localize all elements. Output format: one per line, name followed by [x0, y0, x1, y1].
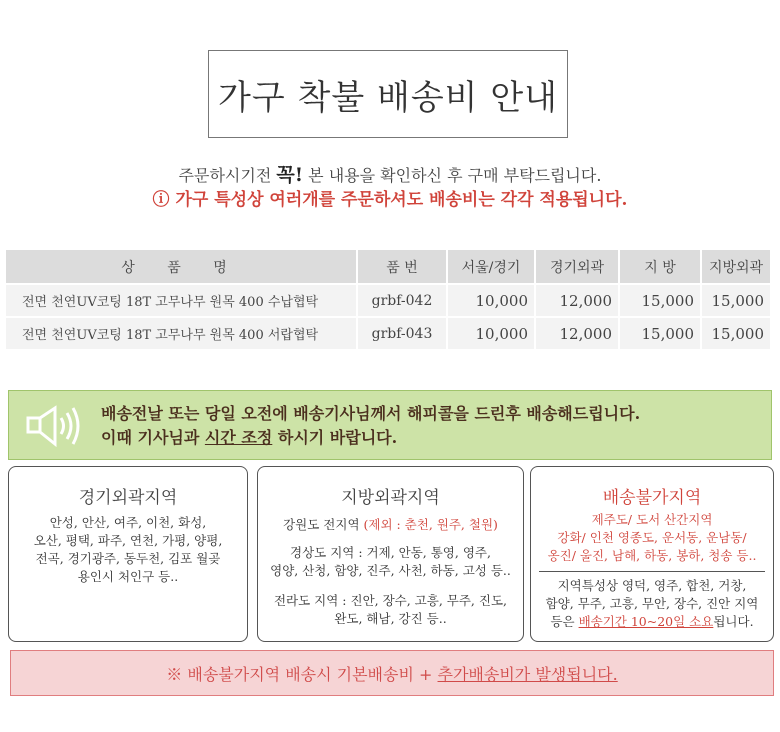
fee-provincial: 15,000 [619, 317, 701, 349]
product-name: 전면 천연UV코팅 18T 고무나무 원목 400 수납협탁 [6, 284, 357, 317]
product-code: grbf-042 [357, 284, 447, 317]
delivery-call-notice [8, 390, 772, 460]
region-line: 지역특성상 영덕, 영주, 합천, 거창, [557, 578, 747, 593]
fee-gyeonggi-outer: 12,000 [535, 317, 619, 349]
order-notice [0, 160, 780, 187]
period-post: 됩니다. [713, 614, 754, 629]
provincial-outer-region-box [257, 466, 524, 642]
unavailable-list [531, 511, 773, 565]
gyeonggi-outer-region-box [8, 466, 248, 642]
delivery-call-text [101, 402, 640, 450]
region-line: 함양, 무주, 고흥, 무안, 장수, 진안 지역 [545, 596, 759, 611]
delivery-line-2-pre: 이때 기사님과 [101, 428, 205, 447]
notice-post: 본 내용을 확인하신 후 구매 부탁드립니다. [303, 166, 602, 185]
region-line: 오산, 평택, 파주, 연천, 가평, 양평, [33, 533, 223, 548]
region-title: 지방외곽지역 [341, 488, 440, 508]
table-row [6, 317, 771, 349]
notice-emphasis: 꼭! [276, 164, 304, 186]
gangwon-label: 강원도 전지역 [283, 517, 364, 532]
header-provincial: 지 방 [619, 250, 701, 284]
header-product-code: 품 번 [357, 250, 447, 284]
delivery-period: 배송기간 10~20일 소요 [578, 614, 714, 629]
product-code: grbf-043 [357, 317, 447, 349]
fee-seoul: 10,000 [447, 284, 535, 317]
extra-fee-underlined: 추가배송비가 발생됩니다. [437, 664, 618, 684]
delivery-line-1: 배송전날 또는 당일 오전에 배송기사님께서 해피콜을 드린후 배송해드립니다. [101, 404, 641, 423]
gyeongsang-list [258, 544, 523, 580]
speaker-icon [25, 405, 87, 447]
fee-seoul: 10,000 [447, 317, 535, 349]
region-line: 경상도 지역 : 거제, 안동, 통영, 영주, [290, 545, 491, 560]
region-line: 옹진/ 울진, 남해, 하동, 봉하, 청송 등.. [547, 548, 757, 563]
fee-provincial-outer: 15,000 [701, 317, 771, 349]
region-line: 제주도/ 도서 산간지역 [591, 512, 713, 527]
unavailable-region-box [530, 466, 774, 642]
header-seoul-gyeonggi: 서울/경기 [447, 250, 535, 284]
fee-provincial-outer: 15,000 [701, 284, 771, 317]
table-row [6, 284, 771, 317]
region-line: 완도, 해남, 강진 등.. [334, 611, 447, 626]
notice-pre: 주문하시기전 [178, 166, 277, 185]
page-title: 가구 착불 배송비 안내 [208, 50, 568, 138]
header-gyeonggi-outer: 경기외곽 [535, 250, 619, 284]
region-line: 전라도 지역 : 진안, 장수, 고흥, 무주, 진도, [273, 593, 508, 608]
divider [539, 571, 765, 572]
region-list [9, 514, 247, 586]
time-adjust-text: 시간 조정 [204, 428, 273, 447]
fee-gyeonggi-outer: 12,000 [535, 284, 619, 317]
extra-fee-notice [10, 650, 774, 696]
table-header-row [6, 250, 771, 284]
delivery-line-2-post: 하시기 바랍니다. [272, 428, 398, 447]
region-line: 강화/ 인천 영종도, 운서동, 운남동/ [557, 530, 747, 545]
region-title: 배송불가지역 [602, 488, 702, 508]
jeolla-list [258, 592, 523, 628]
delivery-period-line [531, 613, 773, 631]
period-pre: 등은 [550, 614, 579, 629]
special-region-list [531, 577, 773, 631]
extra-fee-pre: ※ 배송불가지역 배송시 기본배송비 + [166, 664, 433, 684]
region-title: 경기외곽지역 [78, 488, 178, 508]
region-line: 안성, 안산, 여주, 이천, 화성, [49, 515, 207, 530]
shipping-fee-warning: ⓘ 가구 특성상 여러개를 주문하셔도 배송비는 각각 적용됩니다. [152, 190, 628, 210]
delivery-line-2 [101, 426, 640, 450]
region-line: 영양, 산청, 함양, 진주, 사천, 하동, 고성 등.. [270, 563, 511, 578]
fee-provincial: 15,000 [619, 284, 701, 317]
product-name: 전면 천연UV코팅 18T 고무나무 원목 400 서랍협탁 [6, 317, 357, 349]
gangwon-line [258, 516, 523, 534]
header-provincial-outer: 지방외곽 [701, 250, 771, 284]
gangwon-exclusion: (제외 : 춘천, 원주, 철원) [363, 517, 498, 532]
shipping-fee-table [6, 250, 772, 349]
region-line: 전곡, 경기광주, 동두천, 김포 월곶 [35, 551, 221, 566]
header-product-name: 상 품 명 [6, 250, 357, 284]
region-line: 용인시 처인구 등.. [77, 569, 179, 584]
